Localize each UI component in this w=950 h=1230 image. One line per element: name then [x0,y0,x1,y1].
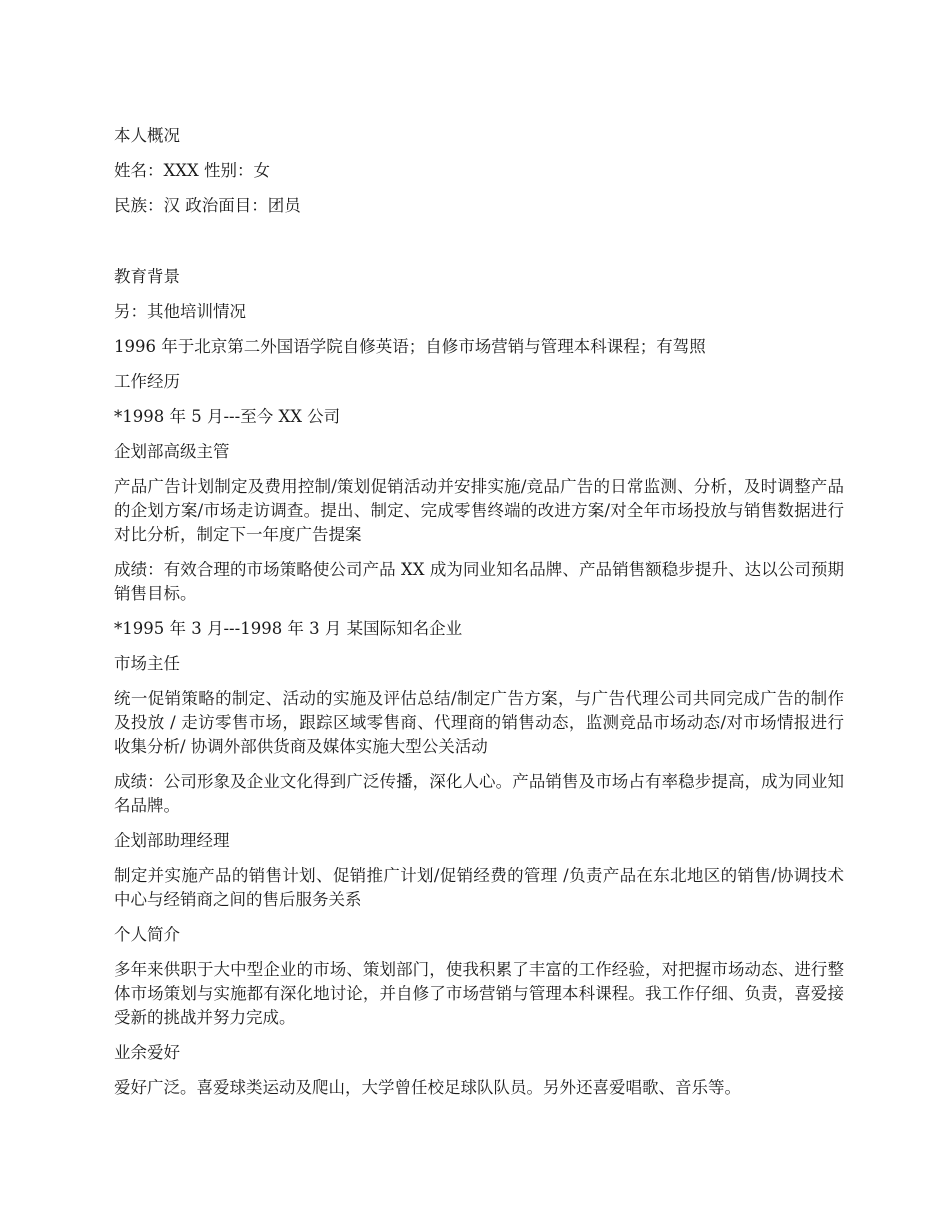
job3-duties: 制定并实施产品的销售计划、促销推广计划/促销经费的管理 /负责产品在东北地区的销售/协调技术中心与经销商之间的售后服务关系 [114,866,844,909]
work-heading: 工作经历 [114,372,180,391]
profile-heading: 个人简介 [114,925,180,944]
job1-duties: 产品广告计划制定及费用控制/策划促销活动并安排实施/竞品广告的日常监测、分析，及时调整产品的企划方案/市场走访调查。提出、制定、完成零售终端的改进方案/对全年市场投放与销售数据进行对比分析，制定下一年度广告提案 [114,477,844,544]
education-heading: 教育背景 [114,267,180,286]
job2-achievement: 成绩：公司形象及企业文化得到广泛传播，深化人心。产品销售及市场占有率稳步提高，成为同业知名品牌。 [114,772,844,815]
job1-achievement: 成绩：有效合理的市场策略使公司产品 XX 成为同业知名品牌、产品销售额稳步提升、达以公司预期销售目标。 [114,560,844,603]
job3-title: 企划部助理经理 [114,831,230,850]
job1-title: 企划部高级主管 [114,442,230,461]
hobbies-text: 爱好广泛。喜爱球类运动及爬山，大学曾任校足球队队员。另外还喜爱唱歌、音乐等。 [114,1078,741,1097]
hobbies-heading: 业余爱好 [114,1043,180,1062]
job2-title: 市场主任 [114,654,180,673]
blank-line [114,229,844,265]
training-detail: 1996 年于北京第二外国语学院自修英语；自修市场营销与管理本科课程；有驾照 [114,337,706,356]
job2-duties: 统一促销策略的制定、活动的实施及评估总结/制定广告方案，与广告代理公司共同完成广告的制作及投放 / 走访零售市场，跟踪区域零售商、代理商的销售动态，监测竞品市场动态/对市场情报进行收集分析/ 协调外部供货商及媒体实施大型公关活动 [114,689,844,756]
resume-body [114,124,844,1111]
name-gender-line: 姓名：XXX 性别：女 [114,161,270,180]
job2-period: *1995 年 3 月---1998 年 3 月 某国际知名企业 [114,619,463,638]
overview-heading: 本人概况 [114,126,180,145]
profile-text: 多年来供职于大中型企业的市场、策划部门，使我积累了丰富的工作经验，对把握市场动态、进行整体市场策划与实施都有深化地讨论，并自修了市场营销与管理本科课程。我工作仔细、负责，喜爱接受新的挑战并努力完成。 [114,960,844,1027]
ethnicity-politics-line: 民族：汉 政治面目：团员 [114,196,301,215]
job1-period: *1998 年 5 月---至今 XX 公司 [114,407,341,426]
other-training-heading: 另：其他培训情况 [114,302,246,321]
